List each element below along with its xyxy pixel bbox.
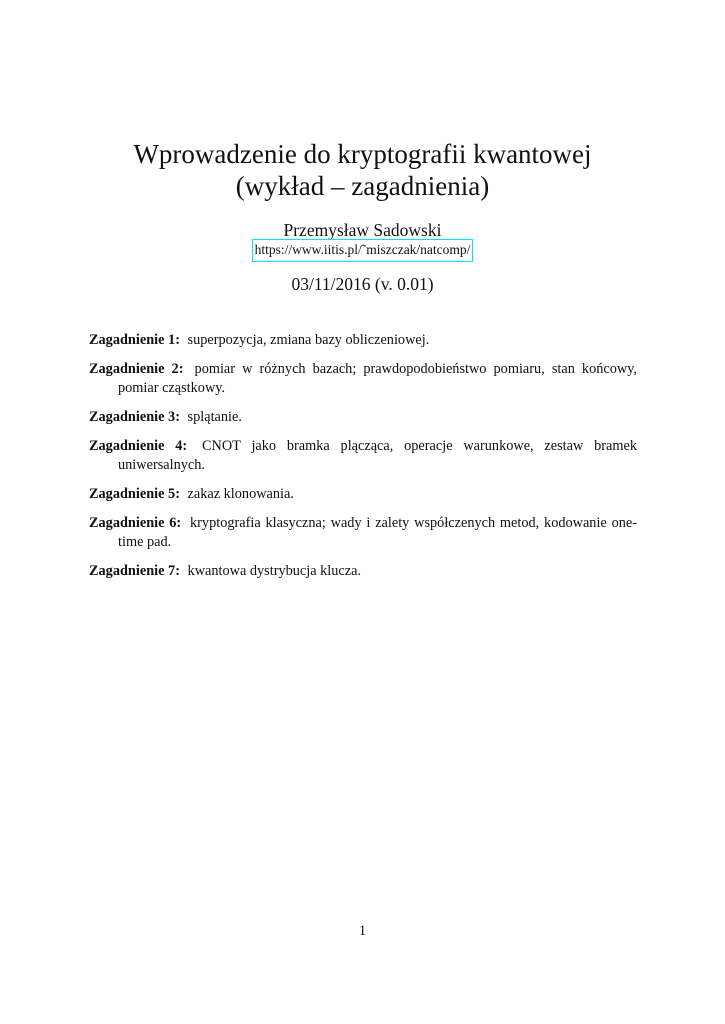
topic-label: Zagadnienie 5: — [89, 486, 180, 502]
topic-label: Zagadnienie 3: — [89, 409, 180, 425]
topic-text: splątanie. — [187, 409, 242, 425]
topic-label: Zagadnienie 1: — [89, 332, 180, 348]
url-container — [0, 239, 725, 262]
topic-label: Zagadnienie 2: — [89, 361, 184, 377]
topic-item — [89, 437, 637, 475]
topic-text: CNOT jako bramka plącząca, operacje warunkowe, zestaw bramek uniwersalnych. — [118, 438, 637, 473]
topic-item — [89, 485, 637, 504]
topic-item — [89, 331, 637, 350]
topic-text: kryptografia klasyczna; wady i zalety współczenych metod, kodowanie one-time pad. — [118, 515, 637, 550]
topic-item — [89, 514, 637, 552]
document-title — [0, 138, 725, 202]
topic-label: Zagadnienie 6: — [89, 515, 182, 531]
topic-text: zakaz klonowania. — [187, 486, 294, 502]
course-url-link[interactable]: https://www.iitis.pl/˜miszczak/natcomp/ — [252, 239, 474, 262]
topic-label: Zagadnienie 7: — [89, 563, 180, 579]
topic-text: pomiar w różnych bazach; prawdopodobieństwo pomiaru, stan końcowy, pomiar cząstkowy. — [118, 361, 637, 396]
topic-item — [89, 562, 637, 581]
topic-item — [89, 408, 637, 427]
topic-item — [89, 360, 637, 398]
page-number: 1 — [358, 923, 367, 939]
topic-label: Zagadnienie 4: — [89, 438, 188, 454]
topic-list — [89, 331, 637, 591]
title-line-1: Wprowadzenie do kryptografii kwantowej — [133, 139, 592, 169]
author-name: Przemysław Sadowski — [283, 220, 442, 240]
topic-text: superpozycja, zmiana bazy obliczeniowej. — [187, 332, 430, 348]
document-date: 03/11/2016 (v. 0.01) — [291, 274, 434, 294]
title-line-2: (wykład – zagadnienia) — [235, 171, 490, 201]
topic-text: kwantowa dystrybucja klucza. — [187, 563, 362, 579]
